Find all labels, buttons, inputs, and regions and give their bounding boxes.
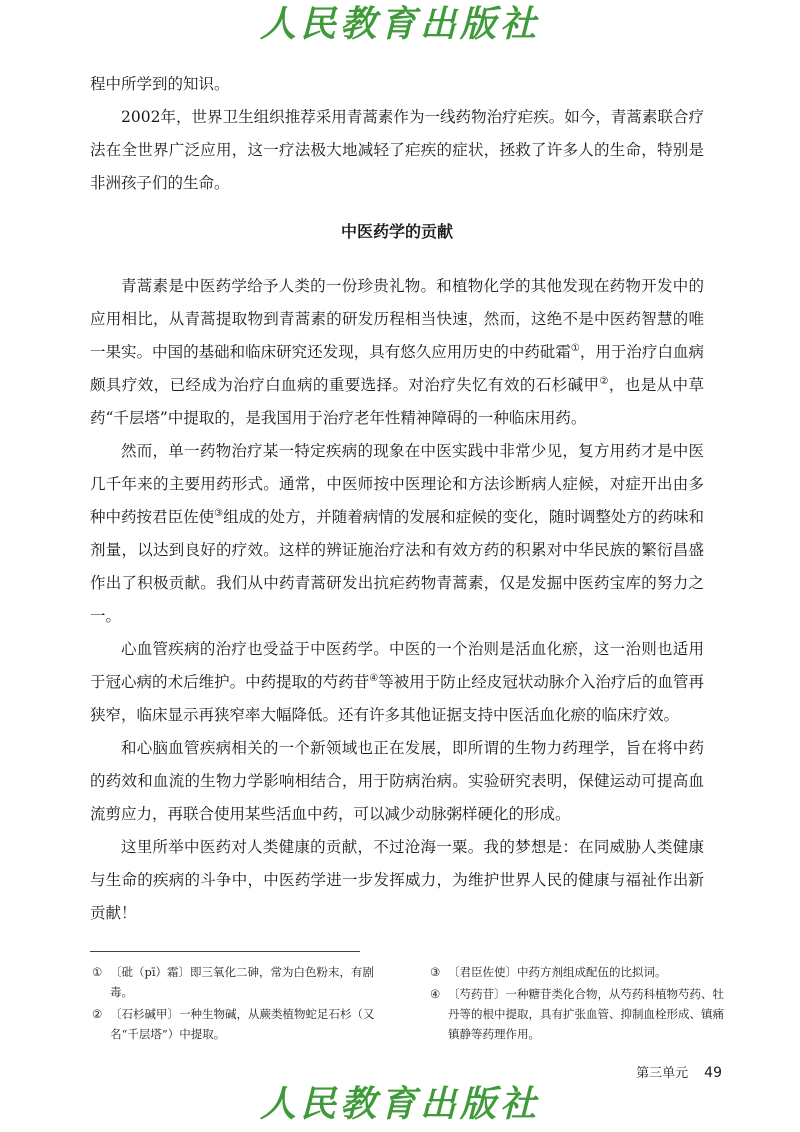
paragraph-compound-prescription: 然而，单一药物治疗某一特定疾病的现象在中医实践中非常少见，复方用药才是中医几千年来的主要用药形式。通常，中医师按中医理论和方法诊断病人症候，对症开出由多种中药按君臣佐使③组成的处方，并随着病情的发展和症候的变化，随时调整处方的药味和剂量，以达到良好的疗效。这样的辨证施治疗法和有效方药的积累对中华民族的繁衍昌盛作出了积极贡献。我们从中药青蒿研发出抗疟药物青蒿素，仅是发掘中医药宝库的努力之一。 <box>90 442 704 625</box>
footnotes-left-column <box>92 962 392 1046</box>
footnote-text: 〔砒（pī）霜〕即三氧化二砷，常为白色粉末，有剧毒。 <box>110 965 375 999</box>
footnote-ref-2[interactable]: ② <box>599 376 609 387</box>
footnote-ref-1[interactable]: ① <box>570 343 580 354</box>
footnotes-right-column <box>430 962 730 1046</box>
footnote-text: 〔石杉碱甲〕一种生物碱，从蕨类植物蛇足石杉（又名“千层塔”）中提取。 <box>110 1007 375 1041</box>
paragraph-continued: 程中所学到的知识。 <box>90 75 230 93</box>
paragraph-cardiovascular: 心血管疾病的治疗也受益于中医药学。中医的一个治则是活血化瘀，这一治则也适用于冠心病的术后维护。中药提取的芍药苷④等被用于防止经皮冠状动脉介入治疗后的血管再狭窄，临床显示再狭窄率大幅降低。还有许多其他证据支持中医活血化瘀的临床疗效。 <box>90 640 704 724</box>
paragraph-2002: 2002年，世界卫生组织推荐采用青蒿素作为一线药物治疗疟疾。如今，青蒿素联合疗法在全世界广泛应用，这一疗法极大地减轻了疟疾的症状，拯救了许多人的生命，特别是非洲孩子们的生命。 <box>90 108 704 192</box>
publisher-logo-footer: 人民教育出版社 <box>259 1083 540 1125</box>
article-body <box>90 68 704 930</box>
paragraph-biomechanics: 和心脑血管疾病相关的一个新领域也正在发展，即所谓的生物力药理学，旨在将中药的药效和血流的生物力学影响相结合，用于防病治病。实验研究表明，保健运动可提高血流剪应力，再联合使用某些活血中药，可以减少动脉粥样硬化的形成。 <box>90 739 704 823</box>
footnote-item <box>92 1004 392 1044</box>
footnote-number: ① <box>92 965 103 979</box>
footnote-item <box>92 962 392 1002</box>
section-title: 中医药学的贡献 <box>340 222 453 241</box>
publisher-logo-header: 人民教育出版社 <box>259 3 540 45</box>
footnote-number: ③ <box>430 965 441 979</box>
footnote-number: ② <box>92 1007 103 1021</box>
footnote-divider <box>90 951 360 952</box>
paragraph-dream: 这里所举中医药对人类健康的贡献，不过沧海一粟。我的梦想是：在同威胁人类健康与生命的疾病的斗争中，中医药学进一步发挥威力，为维护世界人民的健康与福祉作出新贡献！ <box>90 838 704 922</box>
paragraph-artemisinin-gift: 青蒿素是中医药学给予人类的一份珍贵礼物。和植物化学的其他发现在药物开发中的应用相比，从青蒿提取物到青蒿素的研发历程相当快速，然而，这绝不是中医药智慧的唯一果实。中国的基础和临床研究还发现，具有悠久应用历史的中药砒霜①，用于治疗白血病颇具疗效，已经成为治疗白血病的重要选择。对治疗失忆有效的石杉碱甲②，也是从中草药“千层塔”中提取的，是我国用于治疗老年性精神障碍的一种临床用药。 <box>90 277 704 427</box>
unit-label: 第三单元 <box>636 1066 689 1081</box>
footnote-text: 〔芍药苷〕一种糖苷类化合物，从芍药科植物芍药、牡丹等的根中提取，具有扩张血管、抑制血栓形成、镇痛镇静等药理作用。 <box>448 987 724 1041</box>
footnote-item <box>430 962 730 982</box>
footnote-ref-3[interactable]: ③ <box>214 508 224 519</box>
page-footer <box>636 1063 722 1084</box>
footnote-number: ④ <box>430 987 441 1001</box>
footnote-item <box>430 984 730 1044</box>
page-number: 49 <box>704 1065 722 1081</box>
footnote-ref-4[interactable]: ④ <box>369 673 379 684</box>
footnote-text: 〔君臣佐使〕中药方剂组成配伍的比拟词。 <box>448 965 667 979</box>
